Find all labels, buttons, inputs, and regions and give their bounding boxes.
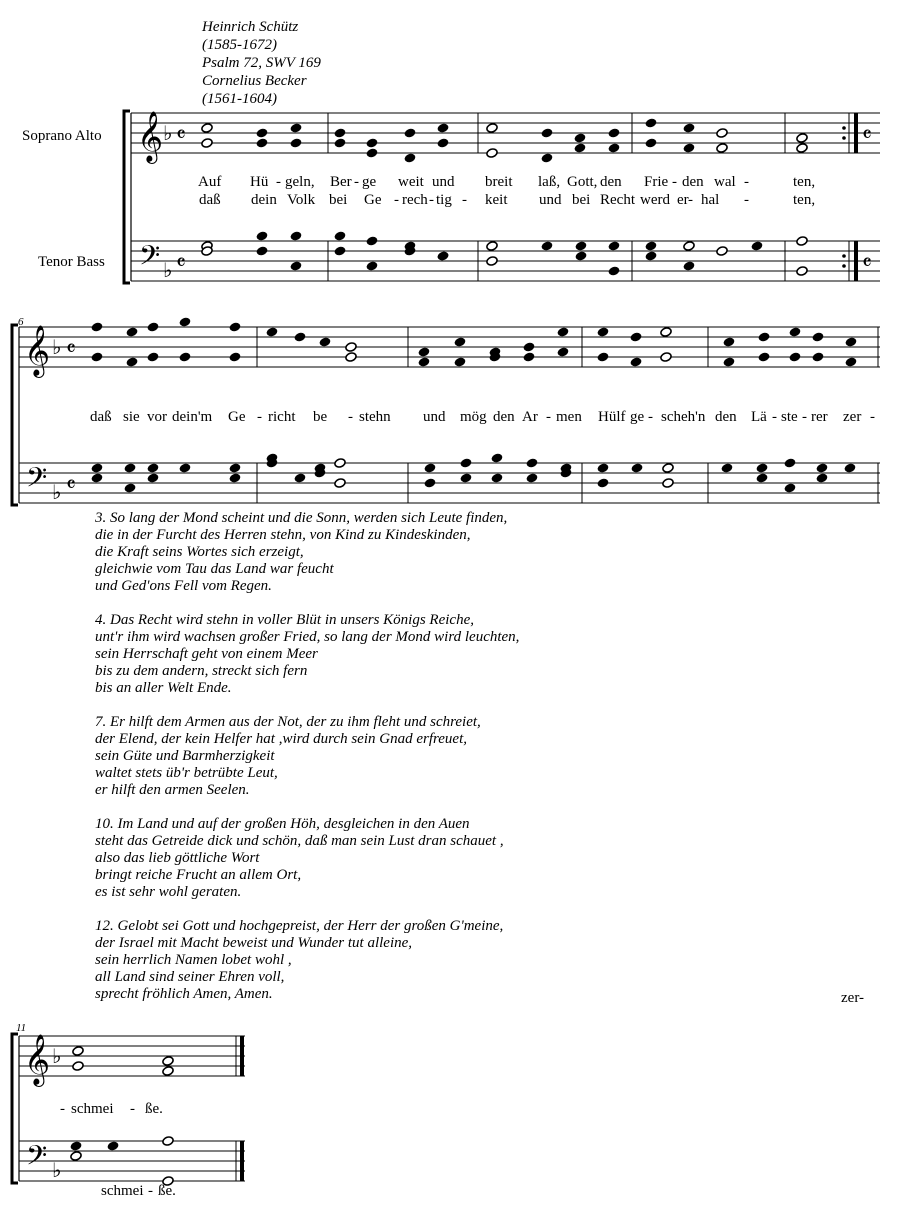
verse-line: 4. Das Recht wird stehn in voller Blüt in unsers Königs Reiche, xyxy=(95,612,474,628)
note-upper xyxy=(126,357,138,368)
note-upper xyxy=(574,143,586,154)
note-upper xyxy=(345,352,357,363)
note-lower xyxy=(460,458,472,469)
note-upper xyxy=(723,337,735,348)
note-lower xyxy=(437,251,449,262)
note-upper xyxy=(574,133,586,144)
verse-line: 10. Im Land und auf der großen Höh, desgleichen in den Auen xyxy=(95,816,470,832)
note-lower xyxy=(597,478,609,489)
verse-line: sein Güte und Barmherzigkeit xyxy=(95,748,275,764)
note-lower xyxy=(294,473,306,484)
note-upper xyxy=(404,128,416,139)
verse-line: steht das Getreide dick und schön, daß man sein Lust dran schauet , xyxy=(95,833,504,849)
lyric-syllable: Lä xyxy=(751,409,767,425)
note-lower xyxy=(816,473,828,484)
verse-line: es ist sehr wohl geraten. xyxy=(95,884,242,900)
composer-dates: (1585-1672) xyxy=(202,37,277,53)
note-upper xyxy=(660,327,672,338)
final-bar xyxy=(240,1036,244,1076)
note-lower xyxy=(334,231,346,242)
lyric-syllable: bei xyxy=(329,192,348,208)
note-upper xyxy=(256,128,268,139)
note-lower xyxy=(608,266,620,277)
lyric-syllable: den xyxy=(493,409,515,425)
lyric-syllable: laß, xyxy=(538,174,561,190)
note-lower xyxy=(229,463,241,474)
lyric-syllable: ge xyxy=(362,174,377,190)
note-upper xyxy=(608,128,620,139)
repeat-dot xyxy=(842,254,846,258)
note-upper xyxy=(608,143,620,154)
lyric-syllable: ße. xyxy=(158,1183,176,1199)
note-lower xyxy=(541,241,553,252)
lyric-syllable: - xyxy=(276,174,281,190)
lyric-syllable: - xyxy=(688,192,693,208)
note-lower xyxy=(256,246,268,257)
note-upper xyxy=(486,148,498,159)
lyric-syllable: zer xyxy=(843,409,862,425)
lyric-syllable: und xyxy=(432,174,455,190)
lyric-syllable: den xyxy=(682,174,704,190)
system-bracket xyxy=(12,1034,18,1183)
note-upper xyxy=(229,352,241,363)
lyric-syllable: be xyxy=(313,409,328,425)
common-time-icon: 𝄴 xyxy=(176,250,186,275)
note-lower xyxy=(683,261,695,272)
measure-number-11: 11 xyxy=(16,1022,27,1034)
lyric-syllable: Ar xyxy=(522,409,538,425)
note-lower xyxy=(784,483,796,494)
measure-number-6: 6 xyxy=(18,316,24,328)
note-lower xyxy=(147,463,159,474)
note-upper xyxy=(294,332,306,343)
lyric-syllable: - xyxy=(348,409,353,425)
note-lower xyxy=(124,463,136,474)
lyric-syllable: den xyxy=(715,409,737,425)
note-lower xyxy=(70,1141,82,1152)
note-lower xyxy=(486,256,498,267)
flat-key-icon: ♭ xyxy=(163,260,173,282)
lyric-syllable: schmei xyxy=(71,1101,114,1117)
treble-clef-icon: 𝄞 xyxy=(24,326,51,375)
note-lower xyxy=(290,231,302,242)
verse-line: gleichwie vom Tau das Land war feucht xyxy=(95,561,334,577)
note-upper xyxy=(334,138,346,149)
lyric-syllable: - xyxy=(648,409,653,425)
note-lower xyxy=(290,261,302,272)
lyric-syllable: Ber xyxy=(330,174,352,190)
note-lower xyxy=(751,241,763,252)
bass-clef-icon: 𝄢 xyxy=(26,1142,48,1178)
verse-line: 7. Er hilft dem Armen aus der Not, der zu ihm fleht und schreiet, xyxy=(95,714,481,730)
verse-line: also das lieb göttliche Wort xyxy=(95,850,260,866)
part-name-lower: Tenor Bass xyxy=(38,254,105,270)
note-lower xyxy=(721,463,733,474)
lyric-syllable: - xyxy=(462,192,467,208)
lyric-syllable: rer xyxy=(811,409,828,425)
bass-clef-icon: 𝄢 xyxy=(139,242,161,278)
note-upper xyxy=(716,143,728,154)
verse-stanza xyxy=(95,612,519,697)
note-upper xyxy=(645,118,657,129)
verse-line: unt'r ihm wird wachsen großer Fried, so lang der Mond wird leuchten, xyxy=(95,629,520,645)
note-lower xyxy=(460,473,472,484)
note-lower xyxy=(597,463,609,474)
lyric-syllable: - xyxy=(148,1183,153,1199)
lyric-syllable: wal xyxy=(714,174,736,190)
note-upper xyxy=(796,133,808,144)
lyric-syllable: ße. xyxy=(145,1101,163,1117)
verse-line: all Land sind seiner Ehren voll, xyxy=(95,969,285,985)
flat-key-icon: ♭ xyxy=(52,482,62,504)
note-upper xyxy=(523,352,535,363)
lyric-syllable: men xyxy=(556,409,582,425)
note-upper xyxy=(179,352,191,363)
repeat-dot xyxy=(842,136,846,140)
verse-line: waltet stets üb'r betrübte Leut, xyxy=(95,765,278,781)
common-time-icon: 𝄴 xyxy=(176,122,186,147)
lyric-syllable: keit xyxy=(485,192,508,208)
note-upper xyxy=(91,322,103,333)
poet-name: Cornelius Becker xyxy=(202,73,307,89)
verse-line: bis an aller Welt Ende. xyxy=(95,680,232,696)
note-upper xyxy=(162,1056,174,1067)
note-upper xyxy=(437,138,449,149)
treble-clef-icon: 𝄞 xyxy=(24,1035,51,1084)
note-upper xyxy=(723,357,735,368)
lyric-syllable: sie xyxy=(123,409,140,425)
note-lower xyxy=(526,458,538,469)
lyric-syllable: Hülf xyxy=(598,409,626,425)
note-lower xyxy=(575,241,587,252)
repeat-dot xyxy=(842,264,846,268)
verse-line: die in der Furcht des Herren stehn, von Kind zu Kindeskinden, xyxy=(95,527,471,543)
verses-block xyxy=(95,510,519,1020)
bass-clef-icon: 𝄢 xyxy=(26,464,48,500)
note-upper xyxy=(366,148,378,159)
common-time-icon: 𝄴 xyxy=(862,250,872,275)
note-upper xyxy=(796,143,808,154)
note-upper xyxy=(523,342,535,353)
part-name-upper: Soprano Alto xyxy=(22,128,102,144)
note-upper xyxy=(72,1046,84,1057)
note-upper xyxy=(716,128,728,139)
lyric-syllable: geln, xyxy=(285,174,315,190)
note-upper xyxy=(557,347,569,358)
note-upper xyxy=(541,128,553,139)
verse-stanza xyxy=(95,714,519,799)
note-upper xyxy=(229,322,241,333)
lyric-syllable: - xyxy=(130,1101,135,1117)
flat-key-icon: ♭ xyxy=(52,337,62,359)
note-upper xyxy=(201,123,213,134)
lyric-syllable: Auf xyxy=(198,174,222,190)
note-lower xyxy=(147,473,159,484)
lyric-syllable: rech xyxy=(402,192,428,208)
composer-name: Heinrich Schütz xyxy=(202,19,299,35)
note-upper xyxy=(597,327,609,338)
note-upper xyxy=(418,347,430,358)
note-upper xyxy=(541,153,553,164)
verse-line: der Israel mit Macht beweist und Wunder tut alleine, xyxy=(95,935,413,951)
verse-line: die Kraft seins Wortes sich erzeigt, xyxy=(95,544,304,560)
verse-stanza xyxy=(95,510,519,595)
lyric-syllable: - xyxy=(870,409,875,425)
note-lower xyxy=(107,1141,119,1152)
note-upper xyxy=(290,138,302,149)
note-upper xyxy=(630,357,642,368)
verse-line: sein Herrschaft geht von einem Meer xyxy=(95,646,318,662)
note-upper xyxy=(845,357,857,368)
lyric-syllable: mög xyxy=(460,409,487,425)
note-lower xyxy=(756,473,768,484)
note-lower xyxy=(366,261,378,272)
lyric-syllable: dein xyxy=(251,192,277,208)
note-lower xyxy=(526,473,538,484)
lyric-syllable: er xyxy=(677,192,689,208)
note-lower xyxy=(366,236,378,247)
lyric-syllable: - xyxy=(60,1101,65,1117)
note-lower xyxy=(756,463,768,474)
verse-line: sein herrlich Namen lobet wohl , xyxy=(95,952,292,968)
lyric-syllable: werd xyxy=(640,192,670,208)
common-time-icon: 𝄴 xyxy=(66,472,76,497)
repeat-bar xyxy=(854,241,858,281)
lyric-syllable: dein'm xyxy=(172,409,213,425)
lyric-syllable: den xyxy=(600,174,622,190)
work-title: Psalm 72, SWV 169 xyxy=(202,55,321,71)
note-lower xyxy=(91,473,103,484)
note-lower xyxy=(575,251,587,262)
note-upper xyxy=(334,128,346,139)
poet-dates: (1561-1604) xyxy=(202,91,277,107)
lyric-syllable: hal xyxy=(701,192,720,208)
lyric-syllable: tig xyxy=(436,192,452,208)
note-upper xyxy=(758,332,770,343)
note-upper xyxy=(126,327,138,338)
lyric-syllable: - xyxy=(672,174,677,190)
note-upper xyxy=(404,153,416,164)
note-lower xyxy=(662,478,674,489)
note-upper xyxy=(812,352,824,363)
note-upper xyxy=(845,337,857,348)
note-upper xyxy=(437,123,449,134)
lyric-syllable: ten, xyxy=(793,192,816,208)
note-upper xyxy=(660,352,672,363)
lyric-syllable: - xyxy=(772,409,777,425)
lyric-syllable: - xyxy=(257,409,262,425)
lyric-syllable: Volk xyxy=(287,192,316,208)
note-lower xyxy=(179,463,191,474)
repeat-bar xyxy=(854,113,858,153)
note-upper xyxy=(147,352,159,363)
lyric-syllable: daß xyxy=(199,192,221,208)
note-upper xyxy=(454,337,466,348)
lyric-syllable: - xyxy=(546,409,551,425)
note-upper xyxy=(72,1061,84,1072)
verse-line: 12. Gelobt sei Gott und hochgepreist, der Herr der großen G'meine, xyxy=(95,918,504,934)
note-upper xyxy=(789,327,801,338)
note-upper xyxy=(683,143,695,154)
final-bar xyxy=(240,1141,244,1181)
note-lower xyxy=(662,463,674,474)
note-lower xyxy=(716,246,728,257)
note-lower xyxy=(683,241,695,252)
lyric-syllable: stehn xyxy=(359,409,391,425)
verse-line: der Elend, der kein Helfer hat ,wird durch sein Gnad erfreuet, xyxy=(95,731,468,747)
lyric-syllable: Recht xyxy=(600,192,635,208)
note-upper xyxy=(290,123,302,134)
note-upper xyxy=(366,138,378,149)
note-upper xyxy=(345,342,357,353)
lyric-syllable: - xyxy=(429,192,434,208)
lyric-syllable: weit xyxy=(398,174,424,190)
treble-clef-icon: 𝄞 xyxy=(137,112,164,161)
lyric-syllable: vor xyxy=(147,409,167,425)
note-lower xyxy=(124,483,136,494)
flat-key-icon: ♭ xyxy=(52,1160,62,1182)
verse-line: bis zu dem andern, streckt sich fern xyxy=(95,663,308,679)
flat-key-icon: ♭ xyxy=(52,1046,62,1068)
verse-line: er hilft den armen Seelen. xyxy=(95,782,250,798)
note-upper xyxy=(418,357,430,368)
note-lower xyxy=(796,236,808,247)
note-lower xyxy=(229,473,241,484)
note-upper xyxy=(812,332,824,343)
note-upper xyxy=(789,352,801,363)
note-lower xyxy=(844,463,856,474)
flat-key-icon: ♭ xyxy=(163,123,173,145)
lyric-syllable: bei xyxy=(572,192,591,208)
note-lower xyxy=(256,231,268,242)
note-upper xyxy=(266,327,278,338)
note-lower xyxy=(784,458,796,469)
note-upper xyxy=(147,322,159,333)
lyric-syllable: und xyxy=(423,409,446,425)
lyric-syllable: daß xyxy=(90,409,112,425)
system-bracket xyxy=(12,325,18,505)
lyric-syllable: - xyxy=(354,174,359,190)
note-lower xyxy=(334,458,346,469)
repeat-dot xyxy=(842,126,846,130)
lyric-syllable: schmei xyxy=(101,1183,144,1199)
note-lower xyxy=(91,463,103,474)
lyric-syllable: ste xyxy=(781,409,798,425)
note-upper xyxy=(645,138,657,149)
note-lower xyxy=(424,478,436,489)
note-upper xyxy=(91,352,103,363)
lyric-syllable: - xyxy=(802,409,807,425)
lyric-syllable: richt xyxy=(268,409,296,425)
system-bracket xyxy=(124,111,130,283)
note-upper xyxy=(683,123,695,134)
lyric-syllable: - xyxy=(744,192,749,208)
note-lower xyxy=(162,1136,174,1147)
lyric-syllable: ge xyxy=(630,409,645,425)
note-lower xyxy=(424,463,436,474)
note-lower xyxy=(796,266,808,277)
note-upper xyxy=(256,138,268,149)
note-upper xyxy=(630,332,642,343)
note-upper xyxy=(179,317,191,328)
note-upper xyxy=(319,337,331,348)
note-lower xyxy=(631,463,643,474)
lyric-syllable: Ge xyxy=(228,409,246,425)
note-upper xyxy=(486,123,498,134)
note-upper xyxy=(162,1066,174,1077)
lyric-syllable: Frie xyxy=(644,174,669,190)
hyphenation-note: zer- xyxy=(841,990,865,1006)
verse-line: und Ged'ons Fell vom Regen. xyxy=(95,578,272,594)
note-lower xyxy=(608,241,620,252)
lyric-syllable: - xyxy=(744,174,749,190)
note-upper xyxy=(557,327,569,338)
note-lower xyxy=(334,478,346,489)
verse-line: sprecht fröhlich Amen, Amen. xyxy=(95,986,273,1002)
lyric-syllable: Ge xyxy=(364,192,382,208)
verse-line: 3. So lang der Mond scheint und die Sonn, werden sich Leute finden, xyxy=(95,510,508,526)
note-lower xyxy=(645,251,657,262)
lyric-syllable: breit xyxy=(485,174,513,190)
note-lower xyxy=(645,241,657,252)
note-lower xyxy=(491,473,503,484)
verse-stanza xyxy=(95,918,519,1003)
note-lower xyxy=(491,453,503,464)
note-lower xyxy=(816,463,828,474)
note-upper xyxy=(454,357,466,368)
verse-stanza xyxy=(95,816,519,901)
note-upper xyxy=(758,352,770,363)
lyric-syllable: ten, xyxy=(793,174,816,190)
note-lower xyxy=(334,246,346,257)
lyric-syllable: scheh'n xyxy=(661,409,706,425)
note-lower xyxy=(486,241,498,252)
note-upper xyxy=(597,352,609,363)
verse-line: bringt reiche Frucht an allem Ort, xyxy=(95,867,302,883)
lyric-syllable: Gott, xyxy=(567,174,598,190)
common-time-icon: 𝄴 xyxy=(66,336,76,361)
note-upper xyxy=(201,138,213,149)
common-time-icon: 𝄴 xyxy=(862,122,872,147)
lyric-syllable: - xyxy=(394,192,399,208)
lyric-syllable: Hü xyxy=(250,174,269,190)
note-lower xyxy=(70,1151,82,1162)
lyric-syllable: und xyxy=(539,192,562,208)
